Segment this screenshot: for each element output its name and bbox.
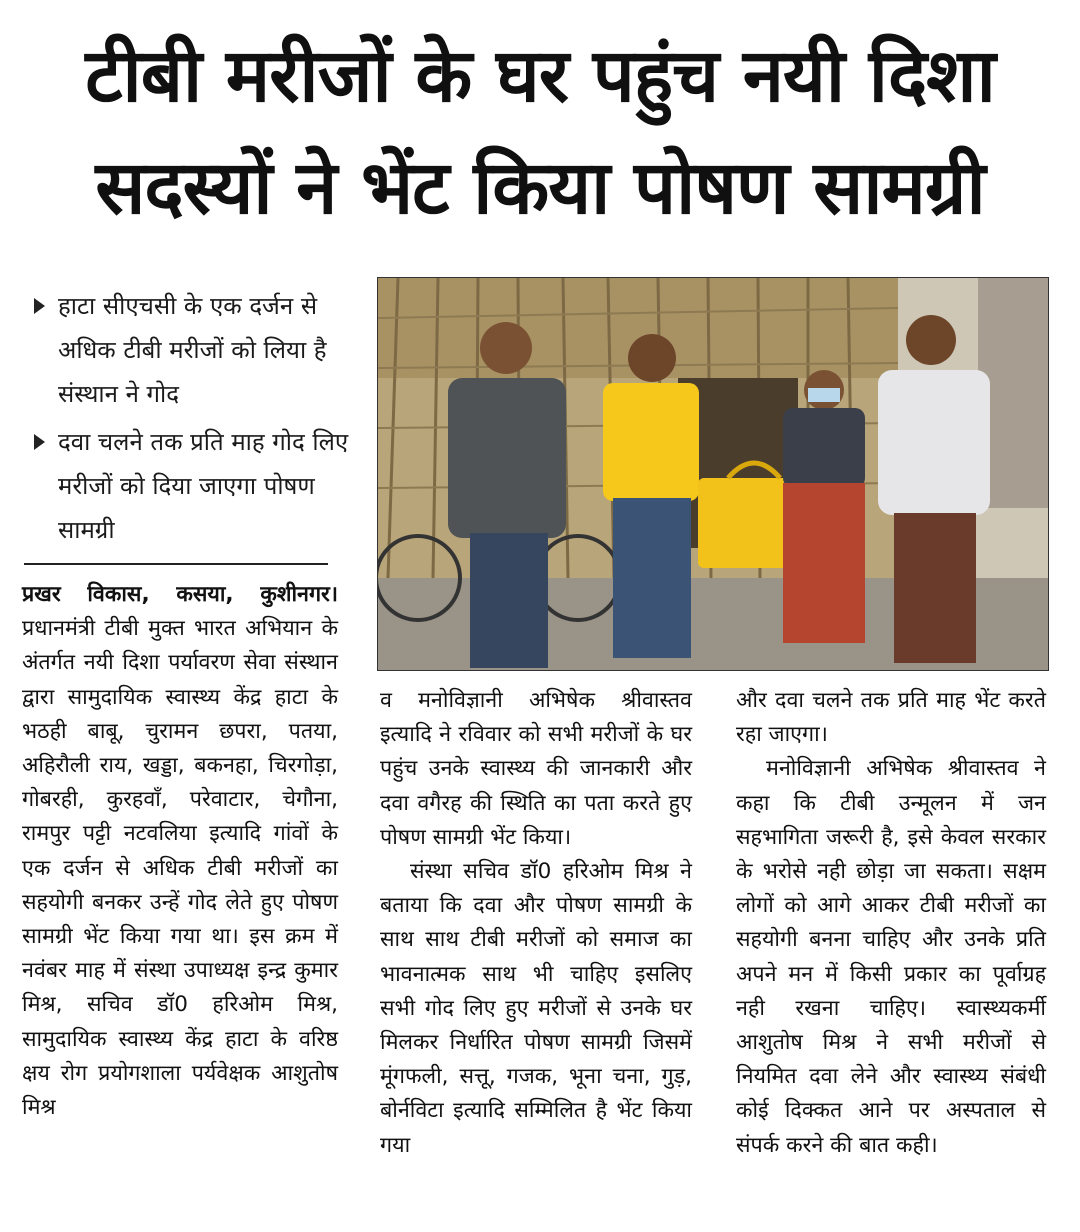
divider (24, 563, 328, 565)
article-column-2 (380, 684, 692, 1163)
headline-line-2: सदस्यों ने भेंट किया पोषण सामग्री (95, 145, 985, 231)
article-text: प्रधानमंत्री टीबी मुक्त भारत अभियान के अंतर्गत नयी दिशा पर्यावरण सेवा संस्थान द्वारा सामुदायिक स्वास्थ्य केंद्र हाटा के भठही बाबू, चुरामन छपरा, पतया, अहिरौली राय, खड्डा, बकनहा, चिरगोड़ा, गोबरही, कुरहवाँ, परेवाटार, चेगौना, रामपुर पट्टी नटवलिया इत्यादि गांवों के एक दर्जन से अधिक टीबी मरीजों का सहयोगी बनकर उन्हें गोद लेते हुए पोषण सामग्री भेंट किया गया था। इस क्रम में नवंबर माह में संस्था उपाध्यक्ष इन्द्र कुमार मिश्र, सचिव डॉ0 हरिओम मिश्र, सामुदायिक स्वास्थ्य केंद्र हाटा के वरिष्ठ क्षय रोग प्रयोगशाला पर्यवेक्षक आशुतोष मिश्र (22, 616, 338, 1121)
article-paragraph: संस्था सचिव डॉ0 हरिओम मिश्र ने बताया कि दवा और पोषण सामग्री के साथ साथ टीबी मरीजों को समाज का भावनात्मक साथ भी चाहिए इसलिए सभी गोद लिए हुए मरीजों से उनके घर मिलकर निर्धारित पोषण सामग्री जिसमें मूंगफली, सत्तू, गजक, भूना चना, गुड़, बोर्नविटा इत्यादि सम्मिलित है भेंट किया गया (380, 859, 692, 1158)
highlight-text: हाटा सीएचसी के एक दर्जन से अधिक टीबी मरीजों को लिया है संस्थान ने गोद (58, 292, 327, 408)
highlight-item (30, 284, 350, 416)
highlights-list (30, 284, 350, 556)
dateline: प्रखर विकास, कसया, कुशीनगर। (22, 582, 338, 607)
article-paragraph: और दवा चलने तक प्रति माह भेंट करते रहा जाएगा। (736, 688, 1046, 748)
article-column-3 (736, 684, 1046, 1163)
highlight-text: दवा चलने तक प्रति माह गोद लिए मरीजों को दिया जाएगा पोषण सामग्री (58, 428, 349, 544)
article-column-1 (22, 578, 338, 1125)
article-paragraph: मनोविज्ञानी अभिषेक श्रीवास्तव ने कहा कि टीबी उन्मूलन में जन सहभागिता जरूरी है, इसे केवल सरकार के भरोसे नही छोड़ा जा सकता। सक्षम लोगों को आगे आकर टीबी मरीजों का सहयोगी बनना चाहिए और उनके प्रति अपने मन में किसी प्रकार का पूर्वाग्रह नही रखना चाहिए। स्वास्थ्यकर्मी आशुतोष मिश्र ने सभी मरीजों से नियमित दवा लेने और स्वास्थ्य संबंधी कोई दिक्कत आने पर अस्पताल से संपर्क करने की बात कही। (736, 756, 1046, 1158)
bullet-triangle-icon (34, 298, 45, 314)
bullet-triangle-icon (34, 434, 45, 450)
highlight-item (30, 420, 350, 552)
article-paragraph: व मनोविज्ञानी अभिषेक श्रीवास्तव इत्यादि ने रविवार को सभी मरीजों के घर पहुंच उनके स्वास्थ्य की जानकारी और दवा वगैरह की स्थिति का पता करते हुए पोषण सामग्री भेंट किया। (380, 688, 692, 850)
headline-line-1: टीबी मरीजों के घर पहुंच नयी दिशा (85, 33, 995, 119)
news-photo (377, 277, 1049, 671)
photo-illustration (378, 278, 1048, 670)
